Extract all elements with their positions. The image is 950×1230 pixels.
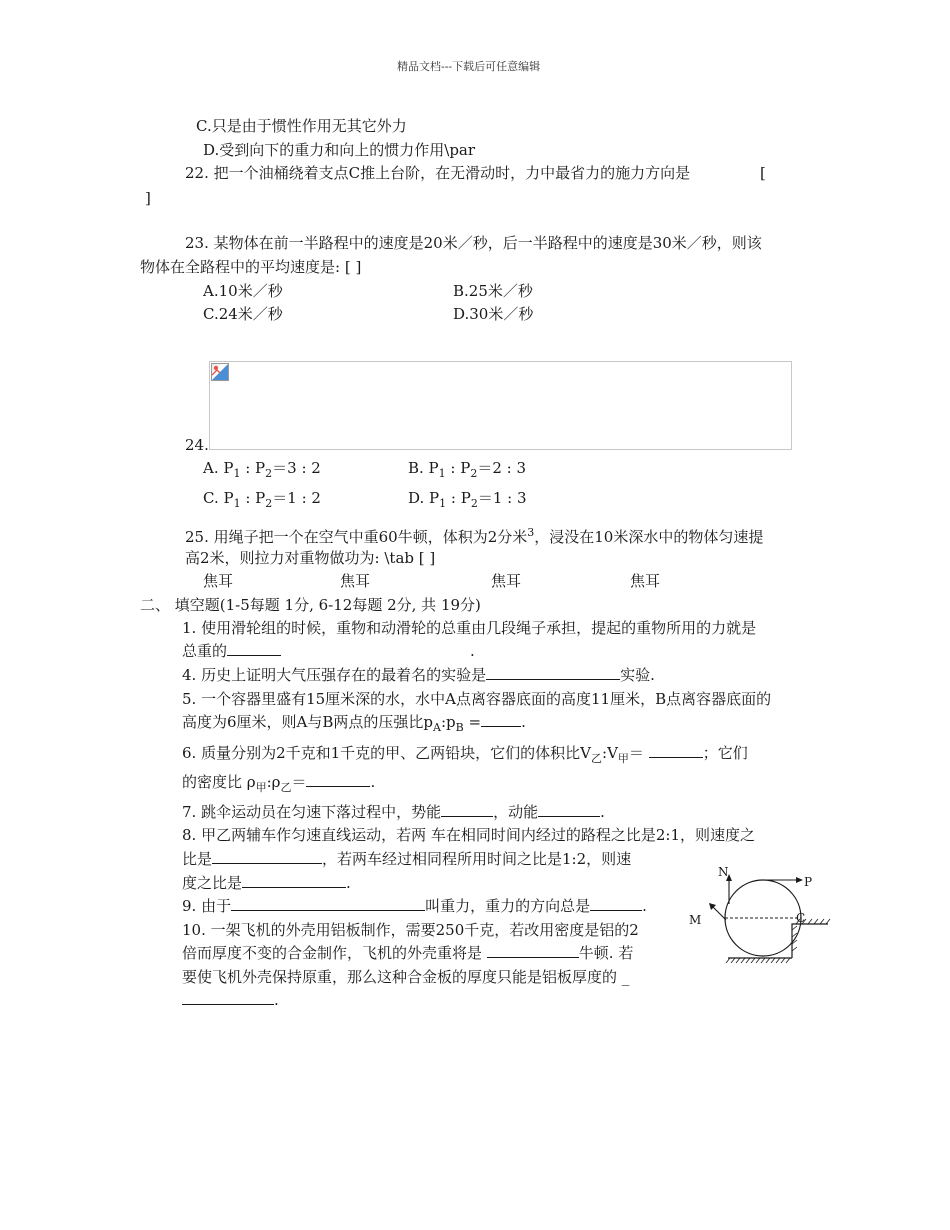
- fill9-blank1: [231, 896, 425, 911]
- q25-line1: 25. 用绳子把一个在空气中重60牛顿，体积为2分米$^3$，浸没在10米深水中的物体匀速提: [185, 526, 764, 546]
- fill5-line2: 高度为6厘米，则A与B两点的压强比$p_A:p_B$ = .: [182, 713, 526, 734]
- fill4-blank: [486, 665, 620, 680]
- step-edge: [792, 924, 828, 958]
- fill1-end: .: [470, 642, 475, 660]
- fill10-line3: 要使飞机外壳保持原重，那么这种合金板的厚度只能是铝板厚度的 _: [182, 968, 630, 986]
- fill6-line2: 的密度比 $\rho_甲:\rho_乙=$ .: [182, 773, 376, 794]
- fill9-blank2: [590, 896, 642, 911]
- q24-image-placeholder: [209, 361, 792, 450]
- force-p-arrowhead: [796, 877, 803, 883]
- q24-option-d: D. $P_1$ : $P_2=1$ : 3: [408, 489, 527, 510]
- fill6-line1: 6. 质量分别为2千克和1千克的甲、乙两铅块，它们的体积比$V_乙:V_甲=$ ；它们: [182, 744, 748, 765]
- q23-option-a: A.10米／秒: [203, 282, 283, 300]
- fill8-line1: 8. 甲乙两辅车作匀速直线运动，若两 车在相同时间内经过的路程之比是2:1，则速度之: [182, 826, 755, 844]
- fill8-line2: 比是 ，若两车经过相同程所用时间之比是1:2，则速: [182, 850, 632, 868]
- fill10-blank1: [487, 943, 579, 958]
- label-c: C: [796, 911, 806, 925]
- oil-drum-diagram: [684, 862, 834, 968]
- broken-image-icon: [211, 363, 229, 381]
- q21-option-d: D.受到向下的重力和向上的惯力作用\par: [203, 141, 476, 159]
- fill10-line1: 10. 一架飞机的外壳用铝板制作，需要250千克，若改用密度是铝的2: [182, 921, 639, 939]
- fill8-blank1: [212, 849, 322, 864]
- fill9-line: 9. 由于 叫重力，重力的方向总是 .: [182, 897, 647, 915]
- q22-bracket-open: [: [760, 164, 766, 182]
- fill7-blank1: [441, 802, 493, 817]
- q25-option-a: 焦耳: [203, 572, 234, 590]
- q22-bracket-close: ]: [145, 189, 151, 207]
- fill1-blank: [227, 641, 281, 656]
- fill10-line2: 倍而厚度不变的合金制作，飞机的外壳重将是 牛顿. 若: [182, 944, 634, 962]
- fill1-line2: 总重的: [182, 641, 281, 661]
- fill6-blank1: [649, 743, 703, 758]
- fill7-blank2: [538, 802, 600, 817]
- q21-option-c: C.只是由于惯性作用无其它外力: [196, 117, 407, 135]
- fill4-line: 4. 历史上证明大气压强存在的最着名的实验是 实验.: [182, 666, 655, 684]
- q23-line1: 23. 某物体在前一半路程中的速度是20米／秒，后一半路程中的速度是30米／秒，则该: [185, 234, 762, 252]
- q25-line2: 高2米，则拉力对重物做功为: \tab [ ]: [185, 549, 436, 567]
- q23-option-b: B.25米／秒: [453, 282, 533, 300]
- q23-option-d: D.30米／秒: [453, 305, 534, 323]
- q24-number: 24.: [185, 436, 209, 454]
- fill1-line1: 1. 使用滑轮组的时候，重物和动滑轮的总重由几段绳子承担，提起的重物所用的力就是: [182, 619, 757, 637]
- label-m: M: [689, 913, 702, 927]
- page-header: 精品文档---下载后可任意编辑: [397, 60, 541, 73]
- q22-text: 22. 把一个油桶绕着支点C推上台阶，在无滑动时，力中最省力的施力方向是: [185, 164, 691, 182]
- fill8-line3: 度之比是 .: [182, 874, 351, 892]
- ground-hatching: [726, 958, 790, 963]
- fill6-blank2: [306, 772, 370, 787]
- fill5-blank: [481, 712, 521, 727]
- fill10-blank2: [182, 990, 274, 1005]
- q25-option-c: 焦耳: [491, 572, 522, 590]
- q23-option-c: C.24米／秒: [203, 305, 283, 323]
- force-m-line: [712, 906, 726, 920]
- label-n: N: [718, 865, 729, 879]
- q24-option-b: B. $P_1$ : $P_2=2$ : 3: [408, 459, 527, 480]
- fill8-blank2: [242, 873, 346, 888]
- q24-option-a: A. $P_1$ : $P_2=3$ : 2: [203, 459, 321, 480]
- section2-title: 二、 填空题(1-5每题 1分, 6-12每题 2分, 共 19分): [140, 596, 481, 614]
- q25-option-b: 焦耳: [340, 572, 371, 590]
- q25-option-d: 焦耳: [630, 572, 661, 590]
- fill5-line1: 5. 一个容器里盛有15厘米深的水，水中A点离容器底面的高度11厘米，B点离容器底面的: [182, 690, 772, 708]
- q23-line2: 物体在全路程中的平均速度是: [ ]: [140, 258, 362, 276]
- fill10-line4: .: [182, 990, 279, 1010]
- fill7-line: 7. 跳伞运动员在匀速下落过程中，势能 ，动能 .: [182, 803, 605, 821]
- label-p: P: [804, 875, 813, 889]
- q24-option-c: C. $P_1$ : $P_2=1$ : 2: [203, 489, 321, 510]
